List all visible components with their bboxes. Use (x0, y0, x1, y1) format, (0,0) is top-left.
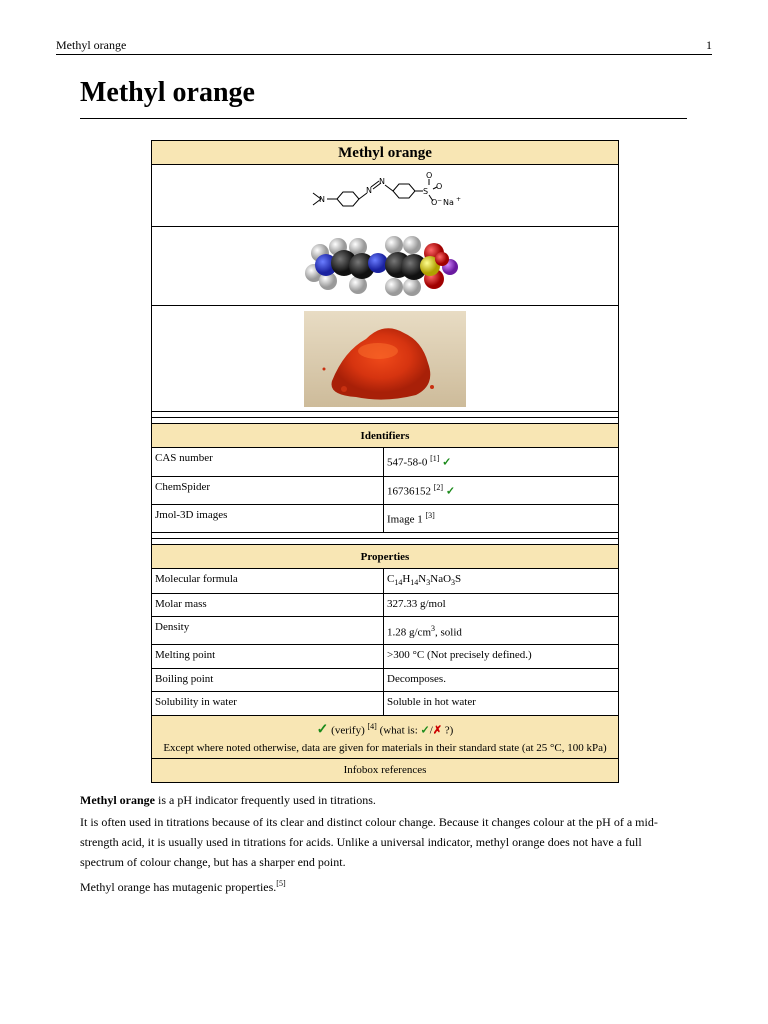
check-mark-icon[interactable]: ✓ (420, 724, 430, 737)
bold-term: Methyl orange (80, 793, 155, 807)
azo-nitrogen-label: N (379, 176, 385, 186)
powder-photo[interactable] (304, 311, 466, 407)
chembox-infobox (151, 140, 619, 783)
title-divider (80, 118, 687, 119)
what-is-close: ?) (444, 724, 454, 737)
melting-value: >300 °C (Not precisely defined.) (387, 649, 532, 661)
molar-mass-label: Molar mass (152, 594, 384, 616)
running-header (56, 38, 712, 55)
identifier-row-jmol (152, 505, 618, 533)
citation-link[interactable]: [3] (425, 511, 435, 520)
what-is-text: (what is: (379, 724, 418, 737)
verify-check-icon: ✓ (316, 722, 329, 738)
verified-check-icon: ✓ (442, 456, 452, 469)
chemspider-label: ChemSpider (152, 477, 384, 504)
citation-link[interactable]: [4] (367, 722, 377, 731)
mutagenic-paragraph: Methyl orange has mutagenic properties.[5] (80, 879, 286, 894)
azo-nitrogen-label: N (366, 185, 372, 195)
formula-label: Molecular formula (152, 569, 384, 593)
identifiers-header: Identifiers (152, 424, 618, 448)
property-row-melting (152, 645, 618, 669)
oxygen-label: O (426, 170, 433, 180)
jmol-label: Jmol-3D images (152, 505, 384, 532)
plus-sign: + (456, 195, 462, 203)
identifier-row-cas (152, 448, 618, 477)
identifier-row-chemspider (152, 477, 618, 505)
boiling-value: Decomposes. (387, 673, 446, 685)
infobox-title: Methyl orange (152, 141, 618, 165)
boiling-label: Boiling point (152, 669, 384, 691)
property-row-molar-mass (152, 594, 618, 617)
minus-sign: − (437, 196, 443, 204)
oxygen-label: O (431, 197, 438, 207)
property-row-solubility (152, 692, 618, 716)
standard-state-footnote (152, 716, 618, 759)
infobox-references-link[interactable]: Infobox references (152, 759, 618, 782)
space-filling-model-row (152, 227, 618, 306)
cross-mark-icon[interactable]: ✗ (432, 724, 443, 737)
running-header-title: Methyl orange (56, 38, 127, 52)
verified-check-icon: ✓ (445, 485, 456, 498)
verify-link[interactable]: (verify) (331, 724, 365, 737)
cas-value-cell (384, 448, 618, 476)
property-row-boiling (152, 669, 618, 692)
sulfur-label: S (423, 186, 429, 196)
skeletal-structure-row (152, 165, 618, 227)
properties-header: Properties (152, 545, 618, 569)
citation-link[interactable]: [1] (430, 454, 440, 463)
oxygen-label: O (436, 181, 443, 191)
chemspider-value[interactable]: 16736152 (387, 485, 431, 498)
citation-link[interactable]: [2] (433, 483, 444, 492)
standard-state-note: Except where noted otherwise, data are given for materials in their standard state (at 25 °C, 100 kPa) (163, 741, 607, 754)
page-number: 1 (706, 38, 712, 52)
molar-mass-value: 327.33 g/mol (387, 598, 446, 610)
property-row-density (152, 617, 618, 645)
property-row-formula (152, 569, 618, 594)
slash-separator: / (429, 724, 433, 737)
cas-value[interactable]: 547-58-0 (387, 456, 428, 469)
space-filling-model-image[interactable] (300, 233, 470, 299)
density-label: Density (152, 617, 384, 644)
solubility-label: Solubility in water (152, 692, 384, 715)
article-title: Methyl orange (80, 77, 255, 108)
chemspider-value-cell (384, 477, 618, 504)
solubility-value: Soluble in hot water (387, 696, 476, 708)
jmol-value-cell (384, 505, 618, 532)
citation-link[interactable]: [5] (276, 879, 286, 888)
skeletal-structure-image[interactable] (305, 171, 465, 221)
jmol-image-link[interactable]: Image 1 (387, 513, 423, 526)
sample-photo-row (152, 306, 618, 412)
sodium-label: Na (443, 197, 454, 207)
intro-paragraph: Methyl orange is a pH indicator frequently used in titrations. (80, 793, 376, 807)
titration-paragraph: It is often used in titrations because of its clear and distinct colour change. Because it changes colour at the pH of a mid-strength acid, it is usually used in titrations for acids. Unlike a universal indicator, methyl orange does not have a full spectrum of colour change, but has a sharper end point. (80, 815, 658, 869)
melting-label: Melting point (152, 645, 384, 668)
density-value: 1.28 $g/cm^3$, solid (387, 624, 462, 639)
cas-label: CAS number (152, 448, 384, 476)
article-body (80, 790, 687, 897)
formula-value: $C_{14}H_{14}N_3NaO_3S$ (387, 573, 462, 588)
amine-nitrogen-label: N (319, 194, 325, 204)
